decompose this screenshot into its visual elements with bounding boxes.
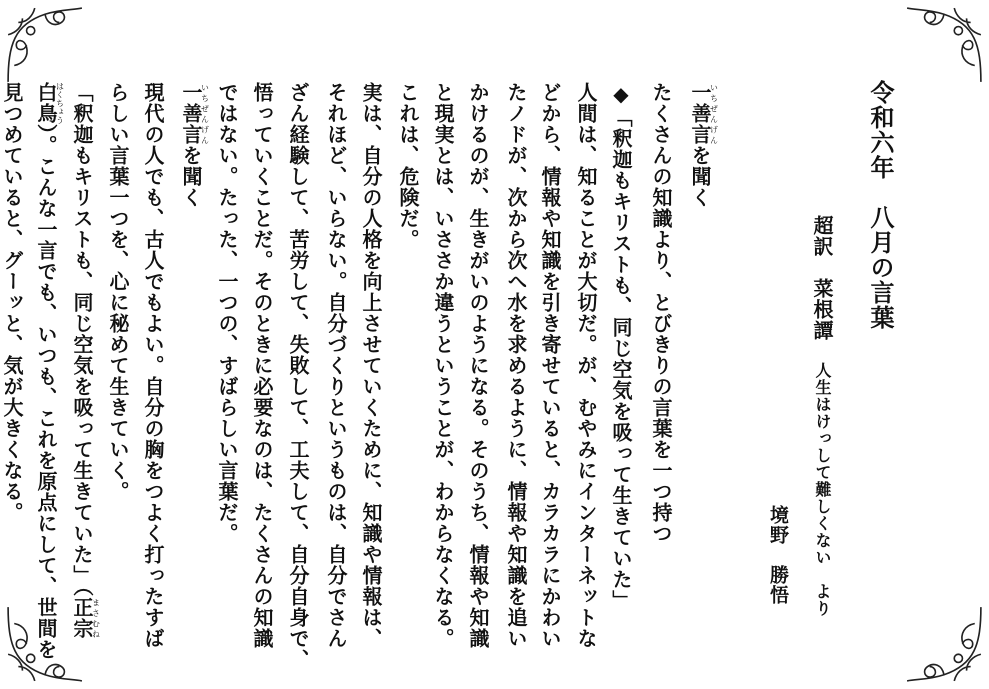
paragraph-line: たノドが、次から次へ水を求めるように、情報や知識を追い [504, 82, 528, 649]
paragraph-line: 実は、自分の人格を向上させていくために、知識や情報は、 [359, 82, 383, 649]
page-title: 令和六年 八月の言葉 [866, 80, 895, 330]
section1-heading: 一善言いちぜんげんを聞く [688, 82, 719, 208]
paragraph-line: と現実とは、いささか違うということが、わからなくなる。 [431, 82, 455, 649]
ichizengen-ruby: 一善言いちぜんげん [179, 82, 210, 145]
book-title: 超訳 菜根譚 [810, 215, 834, 341]
paragraph-line-hakucho: 白鳥はくちょう）。こんな一言でも、いつも、これを原点にして、世間を [34, 82, 65, 660]
author-name: 境野 勝悟 [767, 505, 789, 605]
paragraph-line: ざん経験して、苦労して、失敗して、工夫して、自分自身で、 [286, 82, 310, 670]
paragraph-line: 悟っていくことだ。そのときに必要なのは、たくさんの知識 [250, 82, 274, 649]
paragraph-line: 見つめていると、グーッと、気が大きくなる。 [0, 82, 24, 523]
corner-flourish-icon [4, 4, 86, 86]
paragraph-line: それほど、いらない。自分づくりというものは、自分でさん [324, 82, 348, 649]
paragraph-line: ではない。たった、一つの、すばらしい言葉だ。 [215, 82, 239, 544]
section2-heading: 一善言いちぜんげんを聞く [179, 82, 210, 208]
section1-intro: たくさんの知識より、とびきりの言葉を一つ持つ [649, 82, 673, 544]
ichizengen-ruby: 一善言いちぜんげん [688, 82, 719, 145]
book-subtitle: 人生はけっして難しくない より [813, 362, 832, 617]
corner-flourish-icon [903, 603, 985, 685]
section1-quote: ◆「釈迦もキリストも、同じ空気を吸って生きていた」 [609, 82, 633, 611]
paragraph-line: 現代の人でも、古人でもよい。自分の胸をつよく打ったすば [141, 82, 165, 649]
paragraph-line: かけるのが、生きがいのようになる。そのうち、情報や知識 [466, 82, 490, 649]
source-title [812, 215, 832, 617]
paragraph-line-quote: 「釈迦もキリストも、同じ空気を吸って生きていた」（正宗まさむね [70, 82, 101, 639]
paragraph-line: 人間は、知ることが大切だ。が、むやみにインターネットな [574, 82, 598, 649]
paragraph-line: どから、情報や知識を引き寄せていると、カラカラにかわい [538, 82, 562, 649]
hakucho-ruby: 白鳥はくちょう [34, 82, 65, 124]
corner-flourish-icon [903, 4, 985, 86]
diamond-bullet-icon: ◆ [609, 82, 633, 107]
paragraph-line: らしい言葉一つを、心に秘めて生きていく。 [106, 82, 130, 502]
paragraph-line: これは、危険だ。 [396, 82, 420, 250]
masamune-ruby: 正宗まさむね [70, 597, 101, 639]
